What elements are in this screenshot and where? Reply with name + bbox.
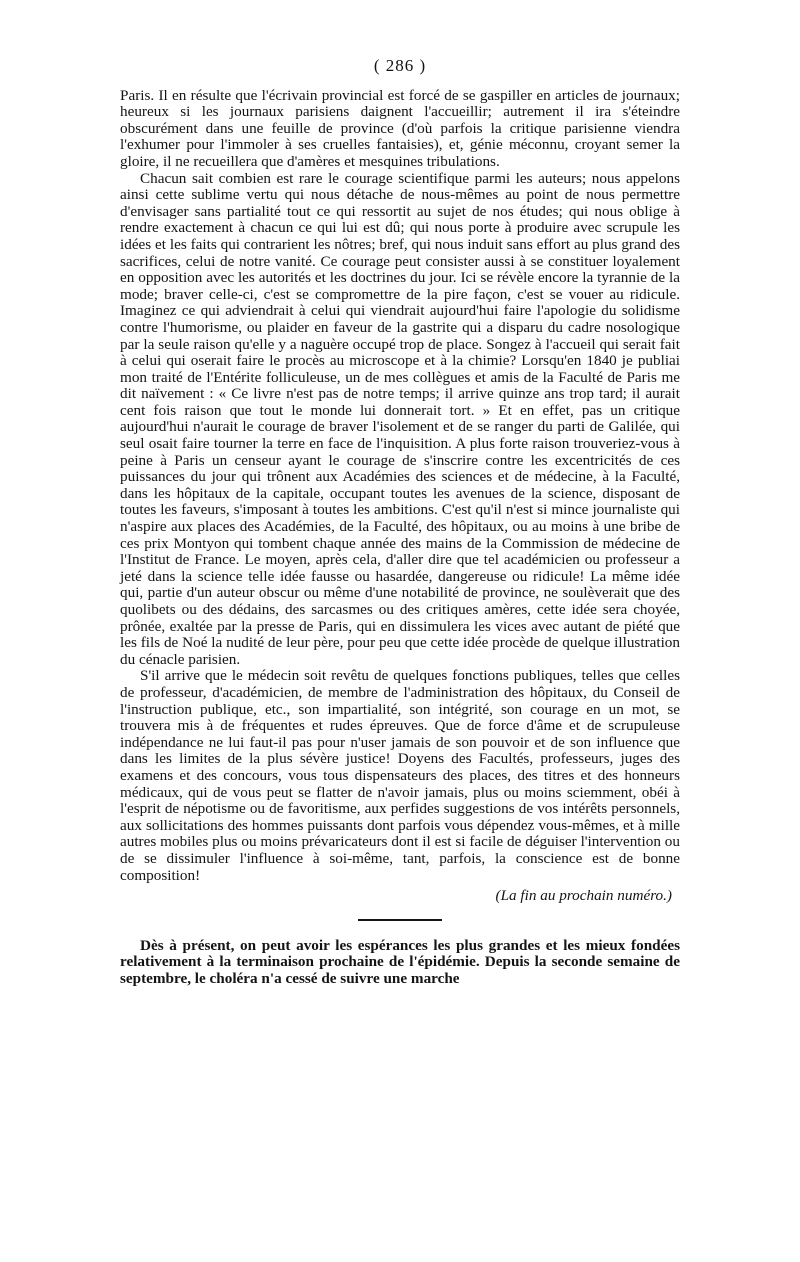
paragraph-continued: Paris. Il en résulte que l'écrivain provincial est forcé de se gaspiller en articles de journaux; heureux si les journaux parisiens daignent l'accueillir; autrement il ira s'éteindre obscurément dans une feuille de province (d'où parfois la critique parisienne viendra l'exhumer pour l'immoler à ses cruelles fantaisies), et, génie méconnu, croyant semer la gloire, il ne recueillera que d'amères et mesquines tribulations. [120,86,680,170]
paragraph-cholera-news: Dès à présent, on peut avoir les espérances les plus grandes et les mieux fondées relativement à la terminaison prochaine de l'épidémie. Depuis la seconde semaine de septembre, le choléra n'a cessé de suivre une marche [120,936,680,988]
document-page [120,58,680,988]
paragraph-scientific-courage: Chacun sait combien est rare le courage scientifique parmi les auteurs; nous appelons ainsi cette sublime vertu qui nous détache de nous-mêmes au point de nous permettre d'envisager sans partialité tout ce qui ressortit au sujet de nos études; qui nous oblige à rendre exactement à chacun ce qui lui est dû; qui nous porte à produire avec scrupule les idées et les faits qui contrarient les nôtres; bref, qui nous induit sans effort au plus grand des sacrifices, celui de notre vanité. Ce courage peut consister aussi à se constituer loyalement en opposition avec les autorités et les doctrines du jour. Ici se révèle encore la tyrannie de la mode; braver celle-ci, c'est se compromettre de la pire façon, c'est se vouer au ridicule. Imaginez ce qui adviendrait à celui qui viendrait aujourd'hui faire l'apologie du solidisme contre l'humorisme, ou plaider en faveur de la gastrite qui a disparu du cadre nosologique par la seule raison qu'elle y a naguère occupé trop de place. Songez à l'accueil qui serait fait à celui qui oserait faire le procès au microscope et à la chimie? Lorsqu'en 1840 je publiai mon traité de l'Entérite folliculeuse, un de mes collègues et amis de la Faculté de Paris me dit naïvement : « Ce livre n'est pas de notre temps; il arrive quinze ans trop tard; il aurait cent fois raison que tout le monde lui donnerait tort. » Et en effet, pas un critique aujourd'hui n'aurait le courage de braver l'isolement et de se ranger du parti de Galilée, qui seul osait faire tourner la terre en face de l'inquisition. A plus forte raison trouveriez-vous à peine à Paris un censeur ayant le courage de s'inscrire contre les excentricités de ces puissances du jour qui trônent aux Académies des sciences et de médecine, à la Faculté, dans les hôpitaux de la capitale, occupant toutes les avenues de la science, disposant de toutes les faveurs, s'imposant à toutes les ambitions. C'est qu'il n'est si mince journaliste qui n'aspire aux places des Académies, de la Faculté, des hôpitaux, ou au moins à une bribe de ces prix Montyon qui tombent chaque année des mains de la Commission de médecine de l'Institut de France. Le moyen, après cela, d'aller dire que tel académicien ou professeur a jeté dans la science telle idée fausse ou hasardée, dangereuse ou ridicule! La même idée qui, partie d'un auteur obscur ou même d'une notabilité de province, ne soulèverait que des quolibets ou des dédains, des sarcasmes ou des critiques amères, cette idée sera choyée, prônée, exaltée par la presse de Paris, qui en dissimulera les vices avec autant de piété que les fils de Noé la nudité de leur père, pour peu que cette idée procède de quelque illustration du cénacle parisien. [120,169,680,668]
paragraph-public-functions: S'il arrive que le médecin soit revêtu de quelques fonctions publiques, telles que celles de professeur, d'académicien, de membre de l'administration des hôpitaux, du Conseil de l'instruction publique, etc., son impartialité, son intégrité, son courage en un mot, se trouvera mis à de fréquentes et rudes épreuves. Que de force d'âme et de scrupuleuse indépendance ne lui faut-il pas pour n'user jamais de son pouvoir et de son influence que dans les limites de la plus sévère justice! Doyens des Facultés, professeurs, juges des examens et des concours, vous tous dispensateurs des places, des titres et des honneurs médicaux, qui de vous peut se flatter de n'avoir jamais, plus ou moins sciemment, obéi à l'esprit de népotisme ou de favoritisme, aux perfides suggestions de vos intérêts personnels, aux sollicitations des hommes puissants dont parfois vous dépendez vous-mêmes, et à mille autres mobiles plus ou moins prévaricateurs dont il est si facile de déguiser l'intervention ou de se dissimuler l'influence à soi-même, tant, parfois, la conscience est de bonne composition! [120,667,680,884]
continuation-note: (La fin au prochain numéro.) [495,887,672,905]
page-number: ( 286 ) [373,56,427,75]
section-divider [358,919,442,921]
